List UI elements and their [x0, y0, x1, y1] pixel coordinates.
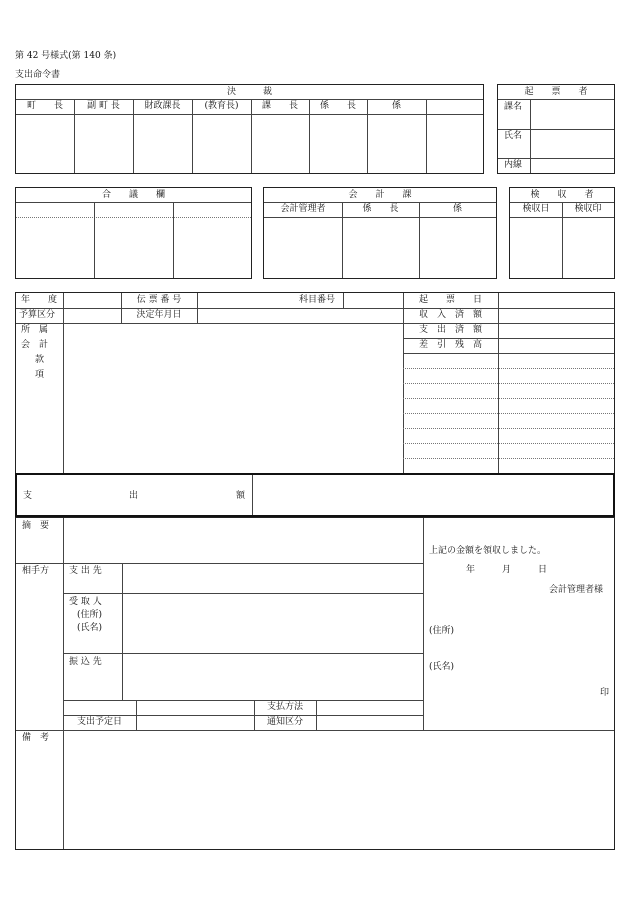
balance-label: 差 引 残 高 — [418, 340, 482, 350]
counterparty-label: 相手方 — [22, 566, 50, 576]
drafter-section-label: 課名 — [504, 102, 523, 112]
inspection-date-label: 検収日 — [522, 204, 550, 214]
payment-method-label: 支払方法 — [266, 702, 303, 712]
summary-label: 摘 要 — [22, 521, 50, 531]
fiscal-year-label: 年 度 — [21, 295, 58, 305]
receipt-date: 年 月 日 — [466, 565, 548, 575]
budget-category-label: 予算区分 — [19, 310, 56, 320]
payee-label: 支 出 先 — [69, 566, 102, 576]
recipient-label: 受 取 人 — [69, 597, 102, 607]
accounting-label: 会 計 — [21, 340, 49, 350]
received-amount-label: 収 入 済 額 — [418, 310, 482, 320]
draft-date-label: 起 票 日 — [418, 295, 482, 305]
approval-role-deputy-mayor: 副 町 長 — [87, 101, 120, 111]
notice-category-label: 通知区分 — [266, 717, 303, 727]
accounting-role-manager: 会計管理者 — [280, 204, 326, 214]
receipt-addressee: 会計管理者様 — [549, 585, 604, 595]
disbursed-amount-label: 支 出 済 額 — [418, 325, 482, 335]
expenditure-amount-box — [15, 473, 615, 517]
info-grid — [15, 292, 615, 474]
approval-role-mayor: 町 長 — [26, 101, 63, 111]
scheduled-date-label: 支出予定日 — [76, 717, 122, 727]
approval-role-finance-chief: 財政課長 — [144, 101, 181, 111]
approval-title: 決 裁 — [226, 87, 272, 97]
expenditure-label-gaku: 額 — [236, 491, 246, 501]
approval-role-staff: 係 — [391, 101, 401, 111]
approval-role-subsection-chief: 係 長 — [319, 101, 356, 111]
accounting-title: 会 計 課 — [348, 190, 412, 200]
accounting-section — [263, 187, 497, 279]
account-code-label: 科目番号 — [299, 295, 336, 305]
approval-role-superintendent: (教育長) — [204, 101, 239, 111]
form-number: 第 42 号様式(第 140 条) — [15, 51, 117, 61]
receipt-address-label: (住所) — [429, 626, 455, 636]
form-title: 支出命令書 — [15, 70, 61, 80]
expenditure-label-shutsu: 出 — [129, 491, 139, 501]
approval-section — [15, 84, 484, 174]
accounting-role-staff: 係 — [452, 204, 462, 214]
slip-number-label: 伝 票 番 号 — [136, 295, 182, 305]
receipt-seal-label: 印 — [600, 688, 610, 698]
receipt-statement: 上記の金額を領収しました。 — [429, 546, 547, 556]
drafter-name-label: 氏名 — [504, 131, 523, 141]
accounting-role-chief: 係 長 — [362, 204, 399, 214]
kan-label: 款 — [35, 355, 45, 365]
remarks-label: 備 考 — [22, 733, 50, 743]
recipient-address-label: (住所) — [77, 610, 103, 620]
drafter-title: 起 票 者 — [524, 87, 588, 97]
drafter-section — [497, 84, 615, 174]
transfer-to-label: 振 込 先 — [69, 657, 102, 667]
expenditure-label-shi: 支 — [23, 491, 33, 501]
affiliation-label: 所 属 — [21, 325, 49, 335]
inspection-seal-label: 検収印 — [574, 204, 602, 214]
consultation-title: 合 議 欄 — [101, 190, 165, 200]
receipt-name-label: (氏名) — [429, 662, 455, 672]
inspection-title: 検 収 者 — [530, 190, 594, 200]
kou-label: 項 — [35, 370, 45, 380]
inspection-section — [509, 187, 615, 279]
consultation-section — [15, 187, 252, 279]
details-section — [15, 517, 615, 850]
decision-date-label: 決定年月日 — [136, 310, 182, 320]
drafter-extension-label: 内線 — [504, 160, 523, 170]
recipient-name-label: (氏名) — [77, 623, 103, 633]
approval-role-section-chief: 課 長 — [261, 101, 298, 111]
